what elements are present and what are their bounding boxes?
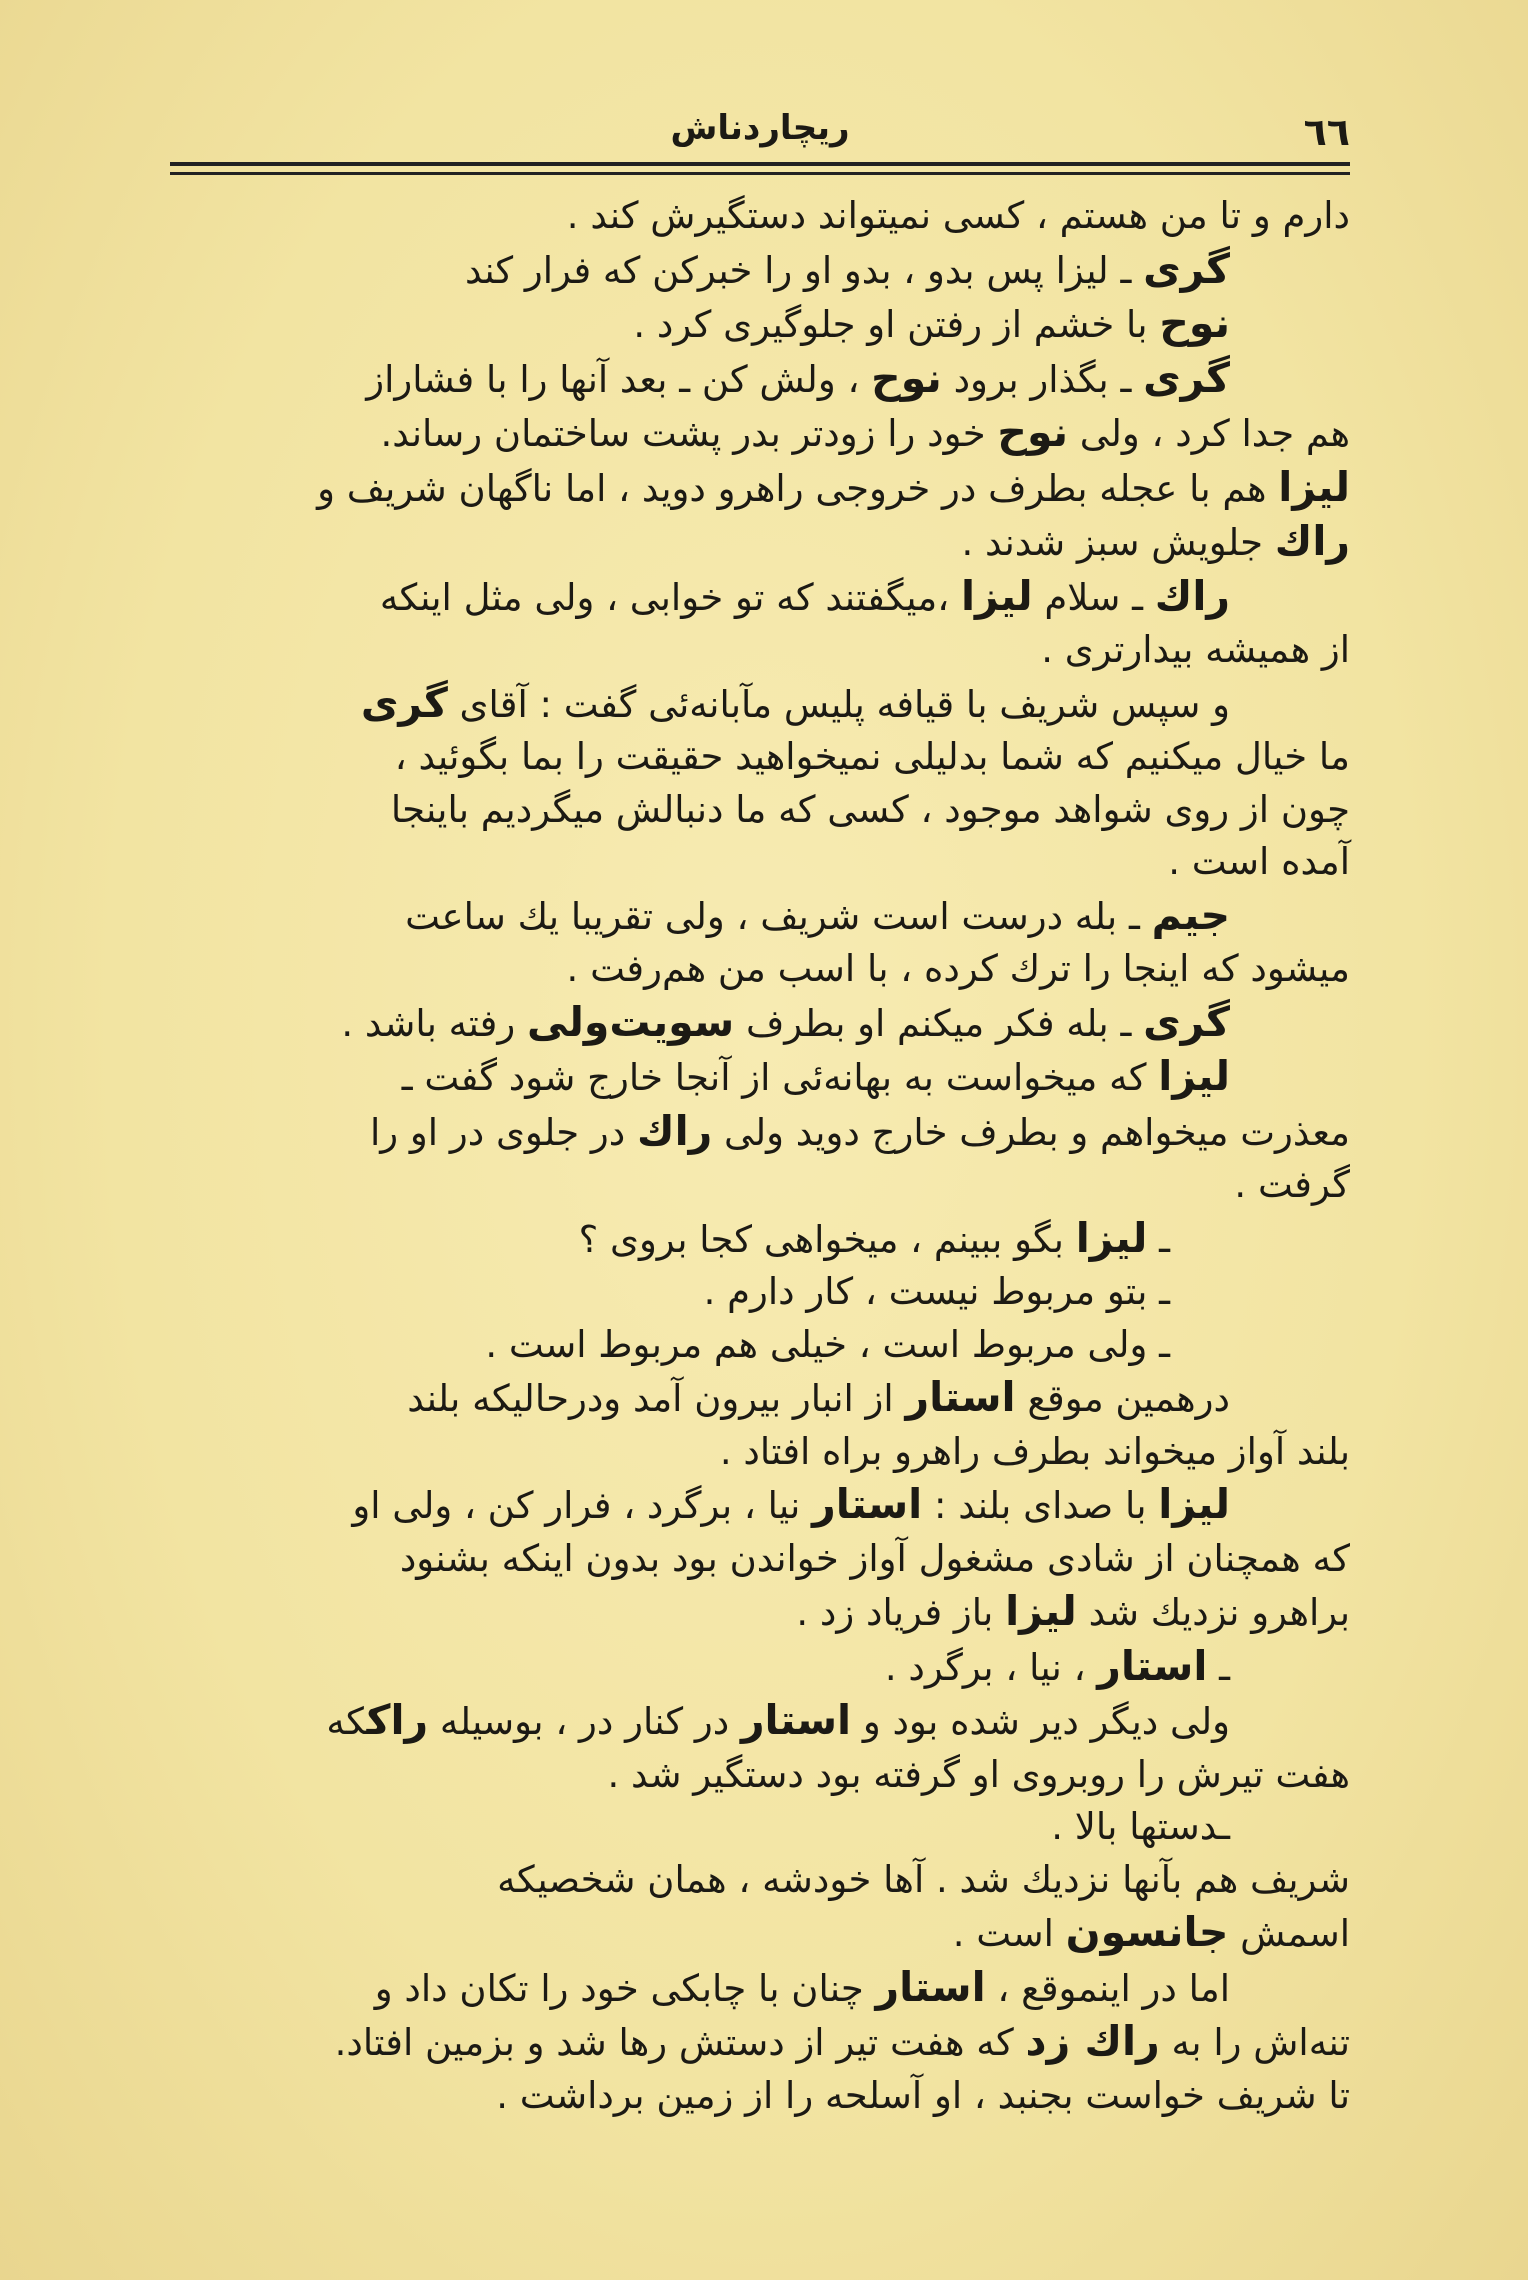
character-name: نوح [997, 408, 1069, 456]
running-title: ریچاردناش [670, 108, 850, 148]
text-line [140, 784, 1350, 837]
text-run: ـ بله فکر میکنم او بطرف [734, 1001, 1144, 1045]
text-line [140, 1640, 1350, 1695]
body-text [140, 190, 1350, 2122]
text-run: گرفت . [1234, 1163, 1350, 1206]
text-run: ما خیال میکنیم که شما بدلیلی نمیخواهید حقیقت را بما بگوئید ، [394, 735, 1350, 778]
character-name: لیزا [1158, 1052, 1230, 1100]
character-name: لیزا [1158, 1480, 1230, 1528]
text-line [140, 1371, 1350, 1426]
character-name: استار [740, 1696, 852, 1744]
text-run: براهرو نزدیك شد [1076, 1591, 1350, 1634]
page-number: ٦٦ [1303, 110, 1350, 154]
text-run: رفته باشد . [341, 1001, 527, 1045]
text-line [140, 1426, 1350, 1479]
text-run: با صدای بلند : [922, 1484, 1159, 1527]
text-run: در کنار در ، بوسیله [428, 1700, 741, 1743]
text-run: تنه‌اش را به [1159, 2021, 1350, 2064]
text-line [140, 1961, 1350, 2016]
text-run: چنان با چابکی خود را تکان داد و [374, 1966, 876, 2010]
text-run: باز فریاد زد . [796, 1591, 1006, 1634]
text-line [140, 570, 1350, 625]
text-run: آمده است . [1168, 840, 1350, 883]
text-run: که همچنان از شادی مشغول آواز خواندن بود بدون اینکه بشنود [399, 1536, 1350, 1580]
text-run: و سپس شریف با قیافه پلیس مآبانه‌ئی گفت : آقای [447, 682, 1230, 726]
text-run: جلویش سبز شدند . [961, 521, 1275, 564]
text-run: تا شریف خواست بجنبد ، او آسلحه را از زمین برداشت . [496, 2073, 1350, 2117]
character-name: استار [905, 1373, 1016, 1421]
text-run: است . [952, 1912, 1066, 1955]
text-run: بگو ببینم ، میخواهی کجا بروی ؟ [578, 1217, 1076, 1261]
text-run: ـ سلام [1032, 575, 1155, 619]
text-line [140, 1585, 1350, 1640]
character-name: جانسون [1065, 1908, 1229, 1956]
page-header [170, 100, 1350, 190]
character-name: گری [1143, 997, 1230, 1046]
character-name: گری [1143, 353, 1230, 402]
text-line [140, 515, 1350, 570]
text-line [140, 836, 1350, 889]
text-run: هفت تیرش را روبروی او گرفته بود دستگیر شد . [607, 1752, 1350, 1796]
text-run: که [326, 1700, 367, 1743]
text-line [140, 1478, 1350, 1533]
text-run: معذرت میخواهم و بطرف خارج دوید ولی [712, 1110, 1350, 1154]
text-run: ـدستها بالا . [1051, 1805, 1230, 1848]
character-name: راك [1274, 517, 1350, 565]
character-name: راك [366, 1696, 429, 1744]
text-run: در جلوی در او را [370, 1110, 638, 1154]
text-line [140, 889, 1350, 944]
character-name: لیزا [1075, 1213, 1148, 1262]
text-line [140, 461, 1350, 516]
text-run: از انبار بیرون آمد ودرحالیکه بلند [407, 1377, 906, 1420]
character-name: استار [875, 1962, 986, 2011]
character-name: راك [1154, 571, 1230, 620]
text-line [140, 943, 1350, 996]
text-line [140, 1159, 1350, 1212]
text-run: خود را زودتر بدر پشت ساختمان رساند. [380, 412, 998, 455]
text-run: نیا ، برگرد ، فرار کن ، ولی او [352, 1484, 813, 1527]
text-line [140, 406, 1350, 461]
text-line [140, 2070, 1350, 2123]
text-run: که میخواست به بهانه‌ئی از آنجا خارج شود گفت ـ [401, 1056, 1159, 1099]
header-rule [170, 162, 1350, 166]
header-rule-thin [170, 172, 1350, 175]
text-line [140, 996, 1350, 1051]
text-line [140, 243, 1350, 298]
text-line [140, 1266, 1350, 1319]
character-name: استار [812, 1480, 923, 1528]
character-name: لیزا [960, 571, 1033, 620]
text-run: چون از روی شواهد موجود ، کسی که ما دنبالش میگردیم باینجا [390, 787, 1350, 831]
text-run: شریف هم بآنها نزدیك شد . آها خودشه ، همان شخصیکه [497, 1857, 1350, 1901]
text-run: دارم و تا من هستم ، کسی نمیتواند دستگیرش کند . [566, 194, 1350, 237]
text-line [140, 1212, 1350, 1267]
character-name: راك [637, 1106, 713, 1155]
text-line [140, 1749, 1350, 1802]
text-line [140, 190, 1350, 243]
character-name: استار [1097, 1641, 1208, 1690]
text-line [140, 1319, 1350, 1372]
character-name: گری [1143, 244, 1230, 293]
text-run: ـ بگذار برود [941, 357, 1144, 401]
text-line [140, 1694, 1350, 1749]
text-run: اما در اینموقع ، [985, 1966, 1230, 2010]
text-line [140, 297, 1350, 352]
character-name: سویت‌ولی [527, 997, 735, 1046]
text-line [140, 1105, 1350, 1160]
text-run: هم با عجله بطرف در خروجی راهرو دوید ، اما ناگهان شریف و [317, 466, 1279, 510]
character-name: نوح [1159, 299, 1230, 347]
text-run: میشود که اینجا را ترك کرده ، با اسب من هم‌رفت . [566, 947, 1350, 990]
text-line [140, 1050, 1350, 1105]
text-run: ـ ولی مربوط است ، خیلی هم مربوط است . [485, 1322, 1170, 1366]
text-run: درهمین موقع [1015, 1377, 1230, 1420]
character-name: گری [360, 678, 448, 727]
text-run: از همیشه بیدارتری . [1041, 628, 1350, 671]
text-run: ـ [1207, 1645, 1230, 1689]
text-line [140, 731, 1350, 784]
text-run: ـ [1147, 1217, 1170, 1261]
text-line [140, 1854, 1350, 1907]
text-line [140, 1533, 1350, 1586]
text-run: ، نیا ، برگرد . [884, 1645, 1098, 1689]
text-line [140, 677, 1350, 732]
character-name: جیم [1151, 890, 1230, 939]
text-line [140, 624, 1350, 677]
text-run: که هفت تیر از دستش رها شد و بزمین افتاد. [334, 2021, 1026, 2064]
text-run: ـ لیزا پس بدو ، بدو او را خبرکن که فرار کند [464, 248, 1144, 292]
character-name: لیزا [1278, 462, 1350, 511]
text-run: ـ بله درست است شریف ، ولی تقریبا یك ساعت [405, 894, 1152, 938]
text-run: ولی دیگر دیر شده بود و [851, 1700, 1230, 1743]
text-run: ، ولش کن ـ بعد آنها را با فشاراز [366, 357, 872, 401]
text-run: اسمش [1228, 1912, 1350, 1955]
text-line [140, 352, 1350, 407]
text-run: ،میگفتند که تو خوابی ، ولی مثل اینکه [379, 575, 961, 619]
character-name: راك زد [1025, 2017, 1160, 2065]
text-line [140, 2015, 1350, 2070]
text-run: ـ بتو مربوط نیست ، کار دارم . [703, 1270, 1170, 1313]
character-name: لیزا [1005, 1587, 1077, 1635]
text-line [140, 1801, 1350, 1854]
text-run: با خشم از رفتن او جلوگیری کرد . [633, 303, 1160, 346]
text-run: بلند آواز میخواند بطرف راهرو براه افتاد . [719, 1429, 1350, 1473]
text-run: هم جدا کرد ، ولی [1068, 412, 1350, 455]
character-name: نوح [871, 353, 942, 402]
text-line [140, 1906, 1350, 1961]
